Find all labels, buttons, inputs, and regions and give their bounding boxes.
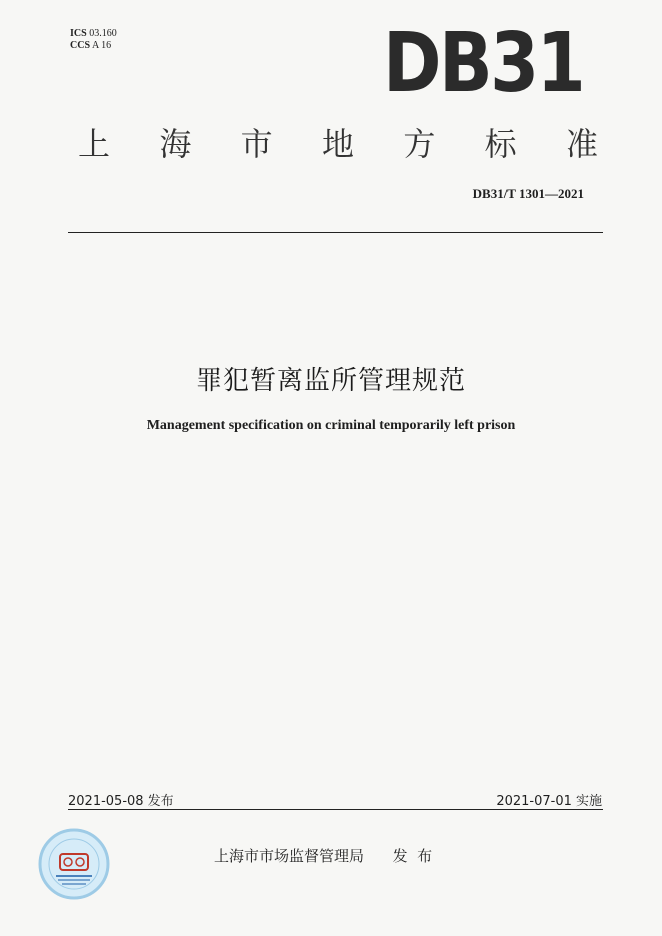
- top-divider: [68, 232, 603, 233]
- issuer-name: 上海市市场监督管理局: [214, 847, 365, 865]
- classification-codes: [70, 28, 117, 52]
- db31-logo: DB31: [383, 16, 584, 111]
- bottom-divider: [68, 809, 603, 810]
- standard-type-char: 标: [484, 125, 517, 163]
- ics-code: ICS 03.160: [70, 28, 117, 39]
- standard-number: DB31/T 1301—2021: [472, 186, 584, 201]
- implement-date: 2021-07-01 实施: [496, 794, 602, 809]
- standard-type-char: 方: [403, 125, 436, 163]
- standard-type-char: 上: [78, 125, 111, 163]
- title-english: Management specification on criminal temporarily left prison: [146, 418, 516, 433]
- standard-type-char: 准: [565, 125, 598, 163]
- issuer-suffix: 发 布: [392, 847, 433, 865]
- standard-type-char: 海: [159, 125, 192, 163]
- standard-type-heading: [78, 120, 598, 164]
- issuer: [214, 845, 432, 866]
- standard-type-char: 地: [321, 125, 354, 163]
- publish-date: 2021-05-08 发布: [68, 794, 174, 809]
- ccs-code: CCS A 16: [70, 40, 112, 51]
- title-chinese: 罪犯暂离监所管理规范: [195, 366, 466, 396]
- certification-stamp-icon: [38, 828, 110, 900]
- standard-type-char: 市: [240, 125, 273, 163]
